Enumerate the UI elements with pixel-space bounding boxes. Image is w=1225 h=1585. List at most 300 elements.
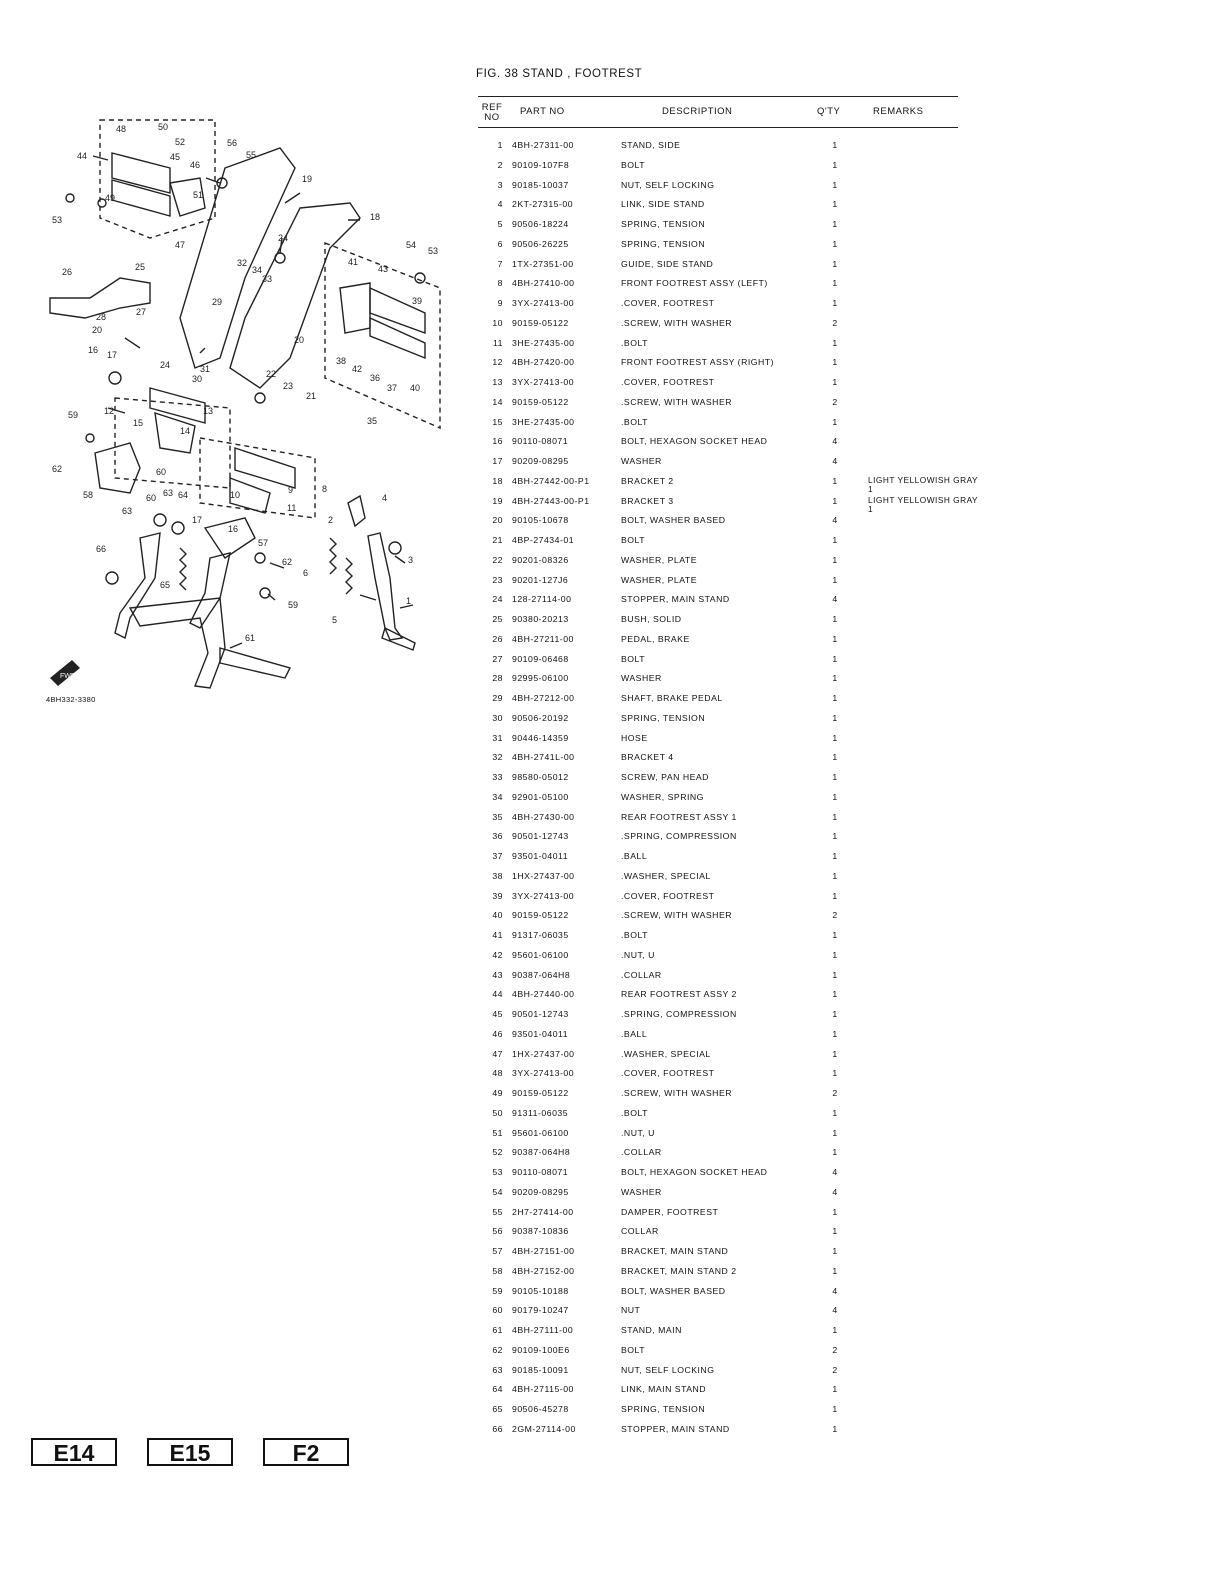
svg-text:4: 4 bbox=[382, 493, 388, 503]
qty-cell: 1 bbox=[832, 969, 838, 980]
ref-cell: 63 bbox=[492, 1364, 503, 1375]
svg-text:23: 23 bbox=[283, 381, 294, 391]
svg-text:5: 5 bbox=[332, 615, 338, 625]
ref-cell: 42 bbox=[492, 949, 503, 960]
svg-text:63: 63 bbox=[122, 506, 133, 516]
description-cell: BOLT, HEXAGON SOCKET HEAD bbox=[621, 1167, 768, 1177]
tab-e15[interactable]: E15 bbox=[147, 1438, 233, 1466]
qty-cell: 1 bbox=[832, 1068, 838, 1079]
table-row bbox=[478, 353, 978, 373]
part-no-cell: 1HX-27437-00 bbox=[512, 870, 575, 881]
part-no-cell: 2H7-27414-00 bbox=[512, 1206, 574, 1217]
svg-text:40: 40 bbox=[410, 383, 421, 393]
qty-cell: 1 bbox=[832, 1009, 838, 1019]
part-no-cell: 90185-10091 bbox=[512, 1364, 569, 1375]
ref-cell: 22 bbox=[492, 554, 503, 565]
side-stand-link bbox=[348, 496, 365, 526]
svg-text:55: 55 bbox=[246, 150, 257, 160]
qty-cell: 1 bbox=[832, 831, 838, 842]
qty-cell: 1 bbox=[832, 199, 838, 210]
description-cell: NUT, SELF LOCKING bbox=[621, 1364, 715, 1375]
part-no-cell: 90506-26225 bbox=[512, 238, 569, 249]
description-cell: .BALL bbox=[621, 1028, 648, 1039]
svg-text:27: 27 bbox=[136, 307, 147, 317]
ref-cell: 38 bbox=[492, 870, 503, 881]
table-row bbox=[478, 590, 978, 610]
svg-text:48: 48 bbox=[116, 124, 127, 134]
description-cell: STOPPER, MAIN STAND bbox=[621, 594, 730, 605]
qty-cell: 1 bbox=[832, 574, 838, 585]
qty-cell: 2 bbox=[832, 396, 838, 407]
qty-cell: 2 bbox=[832, 910, 838, 921]
description-cell: HOSE bbox=[621, 732, 648, 743]
table-row bbox=[478, 1124, 978, 1144]
table-row bbox=[478, 748, 978, 768]
table-row bbox=[478, 334, 978, 354]
table-row bbox=[478, 452, 978, 472]
svg-text:11: 11 bbox=[287, 503, 297, 513]
ref-cell: 66 bbox=[492, 1423, 503, 1434]
exploded-parts-diagram bbox=[30, 108, 450, 708]
description-cell: WASHER, PLATE bbox=[621, 574, 698, 585]
qty-cell: 1 bbox=[832, 554, 838, 565]
part-no-cell: 90387-064H8 bbox=[512, 1147, 571, 1158]
ref-cell: 7 bbox=[497, 258, 503, 269]
svg-text:53: 53 bbox=[52, 215, 63, 225]
table-row bbox=[478, 195, 978, 215]
description-cell: BOLT bbox=[621, 653, 646, 664]
description-cell: .NUT, U bbox=[621, 1127, 655, 1138]
description-cell: .COVER, FOOTREST bbox=[621, 1068, 715, 1079]
part-no-cell: 3YX-27413-00 bbox=[512, 890, 575, 901]
svg-text:41: 41 bbox=[348, 257, 359, 267]
ref-cell: 21 bbox=[492, 535, 503, 545]
table-row bbox=[478, 709, 978, 729]
col-header-desc: DESCRIPTION bbox=[662, 106, 733, 117]
description-cell: BRACKET 4 bbox=[621, 752, 674, 763]
ref-cell: 30 bbox=[492, 712, 503, 723]
tab-e14[interactable]: E14 bbox=[31, 1438, 117, 1466]
description-cell: BOLT bbox=[621, 159, 646, 170]
svg-text:37: 37 bbox=[387, 383, 398, 393]
spring-65 bbox=[180, 548, 186, 590]
ref-cell: 50 bbox=[492, 1107, 503, 1118]
diagram-code: 4BH332-3380 bbox=[46, 695, 96, 704]
svg-text:28: 28 bbox=[96, 312, 107, 322]
svg-text:46: 46 bbox=[190, 160, 201, 170]
qty-cell: 1 bbox=[832, 870, 838, 881]
part-no-cell: 90159-05122 bbox=[512, 396, 569, 407]
part-no-cell: 90110-08071 bbox=[512, 436, 569, 447]
part-no-cell: 90110-08071 bbox=[512, 1167, 569, 1177]
svg-text:52: 52 bbox=[175, 137, 186, 147]
header-bottom-rule bbox=[478, 127, 958, 128]
ref-cell: 20 bbox=[492, 515, 503, 526]
header-top-rule bbox=[478, 96, 958, 97]
ref-cell: 53 bbox=[492, 1167, 503, 1177]
table-row bbox=[478, 1163, 978, 1183]
qty-cell: 1 bbox=[832, 851, 838, 861]
qty-cell: 1 bbox=[832, 890, 838, 901]
col-header-part: PART NO bbox=[520, 106, 565, 117]
svg-text:33: 33 bbox=[262, 274, 273, 284]
qty-cell: 1 bbox=[832, 1226, 838, 1237]
description-cell: .COVER, FOOTREST bbox=[621, 377, 715, 387]
part-no-cell: 4BH-27420-00 bbox=[512, 357, 575, 368]
svg-text:63: 63 bbox=[163, 488, 174, 498]
description-cell: .BOLT bbox=[621, 337, 648, 348]
description-cell: WASHER bbox=[621, 456, 662, 466]
table-row bbox=[478, 926, 978, 946]
qty-cell: 1 bbox=[832, 1246, 838, 1256]
qty-cell: 1 bbox=[832, 159, 838, 170]
qty-cell: 1 bbox=[832, 949, 838, 960]
part-no-cell: 98580-05012 bbox=[512, 772, 569, 782]
part-no-cell: 90109-06468 bbox=[512, 653, 569, 664]
qty-cell: 1 bbox=[832, 1048, 838, 1059]
table-row bbox=[478, 1301, 978, 1321]
svg-text:54: 54 bbox=[406, 240, 417, 250]
description-cell: .BOLT bbox=[621, 1107, 648, 1118]
description-cell: LINK, MAIN STAND bbox=[621, 1384, 707, 1395]
description-cell: COLLAR bbox=[621, 1226, 659, 1237]
footrest-peg-35 bbox=[370, 288, 425, 333]
bolt-62 bbox=[255, 553, 265, 563]
part-no-cell: 90387-064H8 bbox=[512, 969, 571, 980]
svg-text:60: 60 bbox=[146, 493, 157, 503]
col-header-qty: Q'TY bbox=[817, 106, 841, 117]
ref-cell: 11 bbox=[492, 337, 503, 348]
qty-cell: 1 bbox=[832, 693, 838, 703]
ref-cell: 35 bbox=[492, 811, 503, 822]
table-row bbox=[478, 827, 978, 847]
table-row bbox=[478, 847, 978, 867]
qty-cell: 1 bbox=[832, 238, 838, 249]
ref-cell: 45 bbox=[492, 1009, 503, 1019]
part-no-cell: 4BH-27410-00 bbox=[512, 278, 575, 289]
ref-cell: 5 bbox=[497, 219, 503, 229]
svg-text:14: 14 bbox=[180, 426, 191, 436]
spring-6 bbox=[330, 538, 336, 574]
part-no-cell: 90159-05122 bbox=[512, 317, 569, 328]
ref-cell: 57 bbox=[492, 1246, 503, 1256]
svg-text:38: 38 bbox=[336, 356, 347, 366]
ref-cell: 47 bbox=[492, 1048, 503, 1059]
part-no-cell: 90506-20192 bbox=[512, 712, 569, 723]
part-no-cell: 4BH-27442-00-P1 bbox=[512, 475, 590, 486]
part-no-cell: 92901-05100 bbox=[512, 791, 569, 802]
table-row bbox=[478, 274, 978, 294]
tab-f2[interactable]: F2 bbox=[263, 1438, 349, 1466]
svg-text:39: 39 bbox=[412, 296, 423, 306]
part-no-cell: 4BH-27151-00 bbox=[512, 1246, 575, 1256]
table-row bbox=[478, 1282, 978, 1302]
part-no-cell: 95601-06100 bbox=[512, 949, 569, 960]
table-row bbox=[478, 373, 978, 393]
svg-text:60: 60 bbox=[156, 467, 167, 477]
table-row bbox=[478, 235, 978, 255]
svg-text:15: 15 bbox=[133, 418, 144, 428]
ref-cell: 18 bbox=[492, 475, 503, 486]
qty-cell: 2 bbox=[832, 1088, 838, 1098]
washer-54 bbox=[415, 273, 425, 283]
qty-cell: 1 bbox=[832, 495, 838, 506]
svg-text:50: 50 bbox=[158, 122, 169, 132]
part-no-cell: 93501-04011 bbox=[512, 1028, 569, 1039]
table-row bbox=[478, 808, 978, 828]
table-row bbox=[478, 650, 978, 670]
part-no-cell: 93501-04011 bbox=[512, 851, 569, 861]
svg-text:62: 62 bbox=[52, 464, 63, 474]
description-cell: REAR FOOTREST ASSY 2 bbox=[621, 989, 737, 1000]
ref-cell: 15 bbox=[492, 416, 503, 427]
table-row bbox=[478, 571, 978, 591]
qty-cell: 4 bbox=[832, 1285, 838, 1296]
qty-cell: 1 bbox=[832, 1147, 838, 1158]
col-header-ref: REF NO bbox=[481, 102, 503, 123]
bolt-59 bbox=[86, 434, 94, 442]
ref-cell: 41 bbox=[492, 930, 503, 940]
description-cell: BRACKET, MAIN STAND bbox=[621, 1246, 729, 1256]
description-cell: STAND, SIDE bbox=[621, 140, 681, 150]
description-cell: SCREW, PAN HEAD bbox=[621, 772, 709, 782]
table-row bbox=[478, 1400, 978, 1420]
ref-cell: 34 bbox=[492, 791, 503, 802]
svg-text:42: 42 bbox=[352, 364, 363, 374]
ref-cell: 51 bbox=[492, 1127, 503, 1138]
ref-cell: 37 bbox=[492, 851, 503, 861]
qty-cell: 1 bbox=[832, 673, 838, 684]
table-row bbox=[478, 413, 978, 433]
svg-text:19: 19 bbox=[302, 174, 313, 184]
qty-cell: 1 bbox=[832, 1404, 838, 1414]
svg-text:26: 26 bbox=[62, 267, 73, 277]
part-no-cell: 90506-45278 bbox=[512, 1404, 569, 1414]
part-no-cell: 91311-06035 bbox=[512, 1107, 569, 1118]
ref-cell: 2 bbox=[497, 159, 503, 170]
ref-cell: 27 bbox=[492, 653, 503, 664]
svg-text:57: 57 bbox=[258, 538, 269, 548]
svg-text:65: 65 bbox=[160, 580, 171, 590]
part-no-cell: 90185-10037 bbox=[512, 179, 569, 190]
ref-cell: 10 bbox=[492, 317, 503, 328]
description-cell: .BALL bbox=[621, 851, 648, 861]
main-stand-arm bbox=[190, 553, 230, 628]
part-no-cell: 90179-10247 bbox=[512, 1305, 569, 1316]
col-header-remarks: REMARKS bbox=[873, 106, 924, 117]
table-row bbox=[478, 788, 978, 808]
part-no-cell: 4BH-27440-00 bbox=[512, 989, 575, 1000]
description-cell: .COLLAR bbox=[621, 969, 662, 980]
svg-text:21: 21 bbox=[306, 391, 317, 401]
table-row bbox=[478, 966, 978, 986]
svg-text:12: 12 bbox=[104, 406, 115, 416]
ref-cell: 24 bbox=[492, 594, 503, 605]
description-cell: BOLT, WASHER BASED bbox=[621, 515, 726, 526]
table-row bbox=[478, 156, 978, 176]
table-row bbox=[478, 432, 978, 452]
qty-cell: 1 bbox=[832, 1127, 838, 1138]
ref-cell: 54 bbox=[492, 1186, 503, 1197]
ref-cell: 61 bbox=[492, 1325, 503, 1335]
svg-text:24: 24 bbox=[160, 360, 171, 370]
svg-text:FWD: FWD bbox=[60, 673, 76, 680]
part-no-cell: 4BH-27111-00 bbox=[512, 1325, 574, 1335]
ref-cell: 23 bbox=[492, 574, 503, 585]
table-row bbox=[478, 1045, 978, 1065]
stopper-24 bbox=[275, 253, 285, 263]
part-no-cell: 128-27114-00 bbox=[512, 594, 572, 605]
part-no-cell: 90105-10678 bbox=[512, 515, 569, 526]
ref-cell: 64 bbox=[492, 1384, 503, 1395]
ref-cell: 8 bbox=[497, 278, 503, 289]
svg-text:6: 6 bbox=[303, 568, 309, 578]
remarks-cell: LIGHT YELLOWISH GRAY 1 bbox=[868, 474, 978, 494]
qty-cell: 1 bbox=[832, 653, 838, 664]
description-cell: .SCREW, WITH WASHER bbox=[621, 317, 733, 328]
description-cell: SPRING, TENSION bbox=[621, 712, 706, 723]
svg-text:1: 1 bbox=[406, 596, 412, 606]
qty-cell: 1 bbox=[832, 1206, 838, 1217]
qty-cell: 1 bbox=[832, 1384, 838, 1395]
svg-text:2: 2 bbox=[328, 515, 334, 525]
qty-cell: 2 bbox=[832, 1364, 838, 1375]
table-row bbox=[478, 1321, 978, 1341]
description-cell: BUSH, SOLID bbox=[621, 614, 682, 624]
svg-text:53: 53 bbox=[428, 246, 439, 256]
table-row bbox=[478, 1262, 978, 1282]
ref-cell: 31 bbox=[492, 732, 503, 743]
qty-cell: 1 bbox=[832, 772, 838, 782]
part-no-cell: 90109-107F8 bbox=[512, 159, 570, 170]
qty-cell: 1 bbox=[832, 732, 838, 743]
qty-cell: 1 bbox=[832, 1265, 838, 1276]
ref-cell: 1 bbox=[497, 140, 503, 150]
part-no-cell: 1HX-27437-00 bbox=[512, 1048, 575, 1059]
table-row bbox=[478, 867, 978, 887]
svg-text:16: 16 bbox=[228, 524, 239, 534]
svg-text:20: 20 bbox=[294, 335, 305, 345]
description-cell: .SPRING, COMPRESSION bbox=[621, 1009, 737, 1019]
qty-cell: 4 bbox=[832, 1186, 838, 1197]
svg-text:58: 58 bbox=[83, 490, 94, 500]
bolt-53 bbox=[66, 194, 74, 202]
part-no-cell: 90209-08295 bbox=[512, 1186, 569, 1197]
part-no-cell: 90501-12743 bbox=[512, 1009, 569, 1019]
part-no-cell: 90159-05122 bbox=[512, 1088, 569, 1098]
ref-cell: 36 bbox=[492, 831, 503, 842]
ref-cell: 29 bbox=[492, 693, 503, 703]
svg-text:32: 32 bbox=[237, 258, 248, 268]
table-row bbox=[478, 176, 978, 196]
ref-cell: 48 bbox=[492, 1068, 503, 1079]
qty-cell: 1 bbox=[832, 989, 838, 1000]
ref-cell: 55 bbox=[492, 1206, 503, 1217]
nut-3 bbox=[389, 542, 401, 554]
part-no-cell: 90109-100E6 bbox=[512, 1344, 570, 1355]
svg-text:17: 17 bbox=[107, 350, 118, 360]
description-cell: FRONT FOOTREST ASSY (RIGHT) bbox=[621, 357, 774, 368]
figure-title: FIG. 38 STAND , FOOTREST bbox=[476, 68, 643, 80]
diagram-callouts bbox=[52, 122, 438, 643]
qty-cell: 1 bbox=[832, 357, 838, 368]
ref-cell: 26 bbox=[492, 633, 503, 644]
qty-cell: 1 bbox=[832, 475, 838, 486]
footrest-peg-8 bbox=[235, 448, 295, 488]
table-row bbox=[478, 294, 978, 314]
main-stand-bracket-58 bbox=[95, 443, 140, 493]
part-no-cell: 4BH-27211-00 bbox=[512, 633, 574, 644]
svg-text:44: 44 bbox=[77, 151, 88, 161]
description-cell: DAMPER, FOOTREST bbox=[621, 1206, 719, 1217]
table-row bbox=[478, 472, 978, 492]
table-row bbox=[478, 768, 978, 788]
part-no-cell: 90446-14359 bbox=[512, 732, 569, 743]
part-no-cell: 3HE-27435-00 bbox=[512, 337, 575, 348]
ref-cell: 9 bbox=[497, 298, 503, 308]
description-cell: GUIDE, SIDE STAND bbox=[621, 258, 714, 269]
svg-text:36: 36 bbox=[370, 373, 381, 383]
ref-cell: 46 bbox=[492, 1028, 503, 1039]
part-no-cell: 4BP-27434-01 bbox=[512, 535, 575, 545]
svg-text:18: 18 bbox=[370, 212, 381, 222]
ref-cell: 40 bbox=[492, 910, 503, 921]
table-row bbox=[478, 1420, 978, 1440]
qty-cell: 1 bbox=[832, 298, 838, 308]
description-cell: LINK, SIDE STAND bbox=[621, 199, 705, 210]
table-row bbox=[478, 314, 978, 334]
description-cell: SPRING, TENSION bbox=[621, 219, 706, 229]
description-cell: BOLT, HEXAGON SOCKET HEAD bbox=[621, 436, 768, 447]
svg-text:16: 16 bbox=[88, 345, 99, 355]
ref-cell: 39 bbox=[492, 890, 503, 901]
qty-cell: 1 bbox=[832, 633, 838, 644]
qty-cell: 1 bbox=[832, 1325, 838, 1335]
table-row bbox=[478, 1143, 978, 1163]
part-no-cell: 92995-06100 bbox=[512, 673, 569, 684]
ref-cell: 58 bbox=[492, 1265, 503, 1276]
table-row bbox=[478, 393, 978, 413]
part-no-cell: 3HE-27435-00 bbox=[512, 416, 575, 427]
table-row bbox=[478, 551, 978, 571]
stopper-66 bbox=[106, 572, 118, 584]
description-cell: BRACKET 3 bbox=[621, 495, 674, 506]
qty-cell: 1 bbox=[832, 179, 838, 190]
main-stand-lever bbox=[220, 648, 290, 678]
table-row bbox=[478, 729, 978, 749]
qty-cell: 1 bbox=[832, 930, 838, 940]
part-no-cell: 2KT-27315-00 bbox=[512, 199, 574, 210]
description-cell: .COVER, FOOTREST bbox=[621, 890, 715, 901]
qty-cell: 2 bbox=[832, 1344, 838, 1355]
table-row bbox=[478, 511, 978, 531]
table-row bbox=[478, 1380, 978, 1400]
part-no-cell: 95601-06100 bbox=[512, 1127, 569, 1138]
ref-cell: 6 bbox=[497, 238, 503, 249]
description-cell: .SCREW, WITH WASHER bbox=[621, 910, 733, 921]
svg-text:62: 62 bbox=[282, 557, 293, 567]
description-cell: .SPRING, COMPRESSION bbox=[621, 831, 737, 842]
qty-cell: 1 bbox=[832, 1423, 838, 1434]
part-no-cell: 1TX-27351-00 bbox=[512, 258, 574, 269]
qty-cell: 4 bbox=[832, 1167, 838, 1177]
qty-cell: 1 bbox=[832, 337, 838, 348]
svg-text:61: 61 bbox=[245, 633, 256, 643]
table-row bbox=[478, 1084, 978, 1104]
spring-5 bbox=[346, 558, 352, 594]
svg-text:51: 51 bbox=[193, 190, 204, 200]
table-row bbox=[478, 610, 978, 630]
